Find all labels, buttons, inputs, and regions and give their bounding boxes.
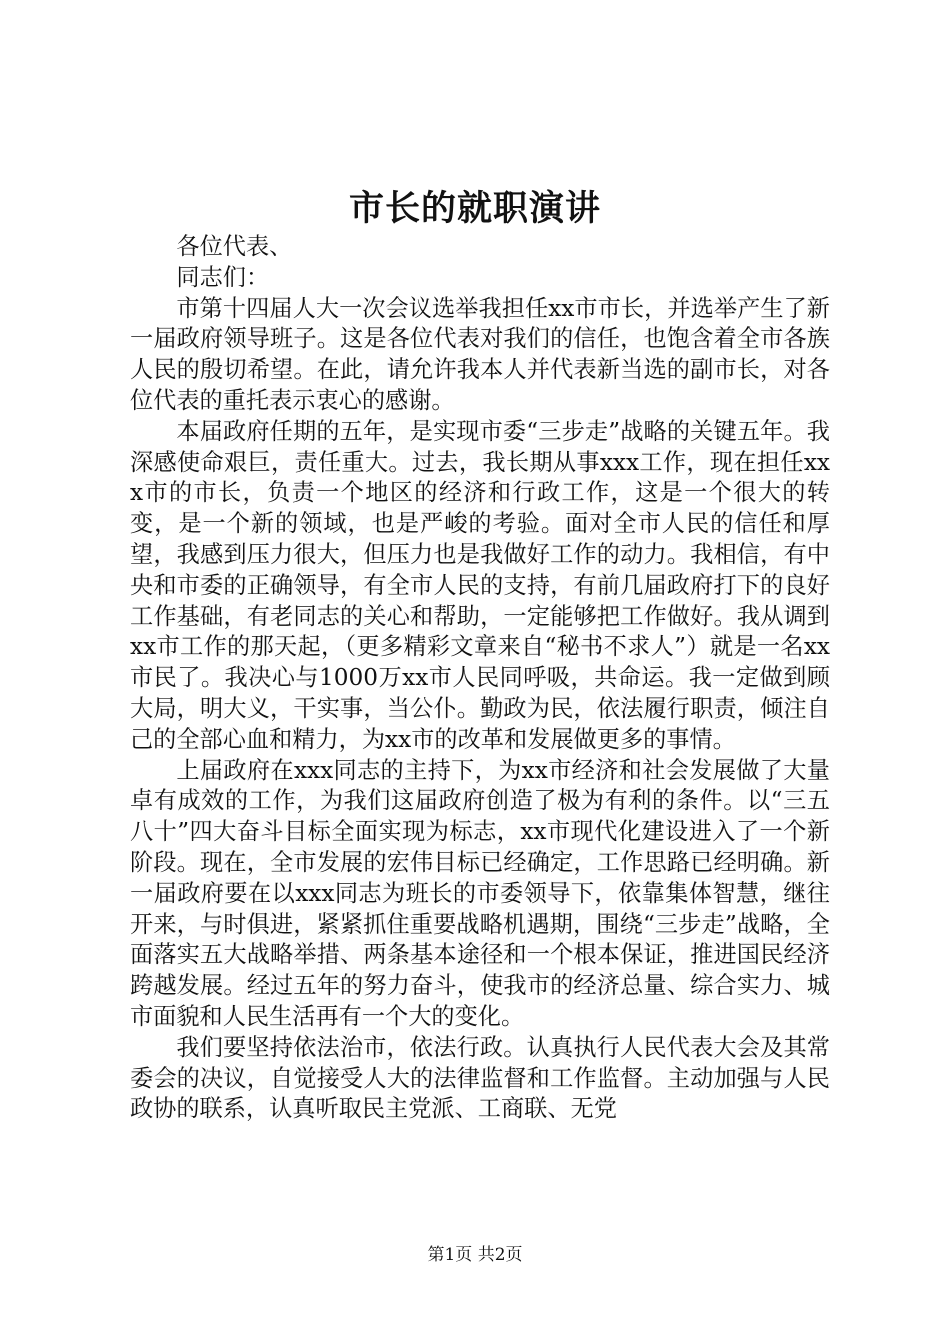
document-body: [130, 232, 830, 1125]
body-paragraph: 市第十四届人大一次会议选举我担任xx市市长，并选举产生了新一届政府领导班子。这是各位代表对我们的信任，也饱含着全市各族人民的殷切希望。在此，请允许我本人并代表新当选的副市长，对各位代表的重托表示衷心的感谢。: [130, 294, 830, 414]
body-paragraph: 上届政府在xxx同志的主持下，为xx市经济和社会发展做了大量卓有成效的工作，为我们这届政府创造了极为有利的条件。以“三五八十”四大奋斗目标全面实现为标志，xx市现代化建设进入了一个新阶段。现在，全市发展的宏伟目标已经确定，工作思路已经明确。新一届政府要在以xxx同志为班长的市委领导下，依靠集体智慧，继往开来，与时俱进，紧紧抓住重要战略机遇期，围绕“三步走”战略，全面落实五大战略举措、两条基本途径和一个根本保证，推进国民经济跨越发展。经过五年的努力奋斗，使我市的经济总量、综合实力、城市面貌和人民生活再有一个大的变化。: [130, 756, 830, 1030]
body-paragraph: 本届政府任期的五年，是实现市委“三步走”战略的关键五年。我深感使命艰巨，责任重大。过去，我长期从事xxx工作，现在担任xxx市的市长，负责一个地区的经济和行政工作，这是一个很大的转变，是一个新的领域，也是严峻的考验。面对全市人民的信任和厚望，我感到压力很大，但压力也是我做好工作的动力。我相信，有中央和市委的正确领导，有全市人民的支持，有前几届政府打下的良好工作基础，有老同志的关心和帮助，一定能够把工作做好。我从调到xx市工作的那天起，（更多精彩文章来自“秘书不求人”）就是一名xx市民了。我决心与1000万xx市人民同呼吸，共命运。我一定做到顾大局，明大义，干实事，当公仆。勤政为民，依法履行职责，倾注自己的全部心血和精力，为xx市的改革和发展做更多的事情。: [130, 417, 830, 753]
document-title: 市长的就职演讲: [348, 188, 601, 229]
body-paragraph: 我们要坚持依法治市，依法行政。认真执行人民代表大会及其常委会的决议，自觉接受人大的法律监督和工作监督。主动加强与人民政协的联系，认真听取民主党派、工商联、无党: [130, 1033, 830, 1123]
salutation-line: 同志们：: [176, 263, 270, 291]
salutation-line: 各位代表、: [176, 233, 293, 260]
page-number-footer: 第1页 共2页: [427, 1245, 523, 1265]
